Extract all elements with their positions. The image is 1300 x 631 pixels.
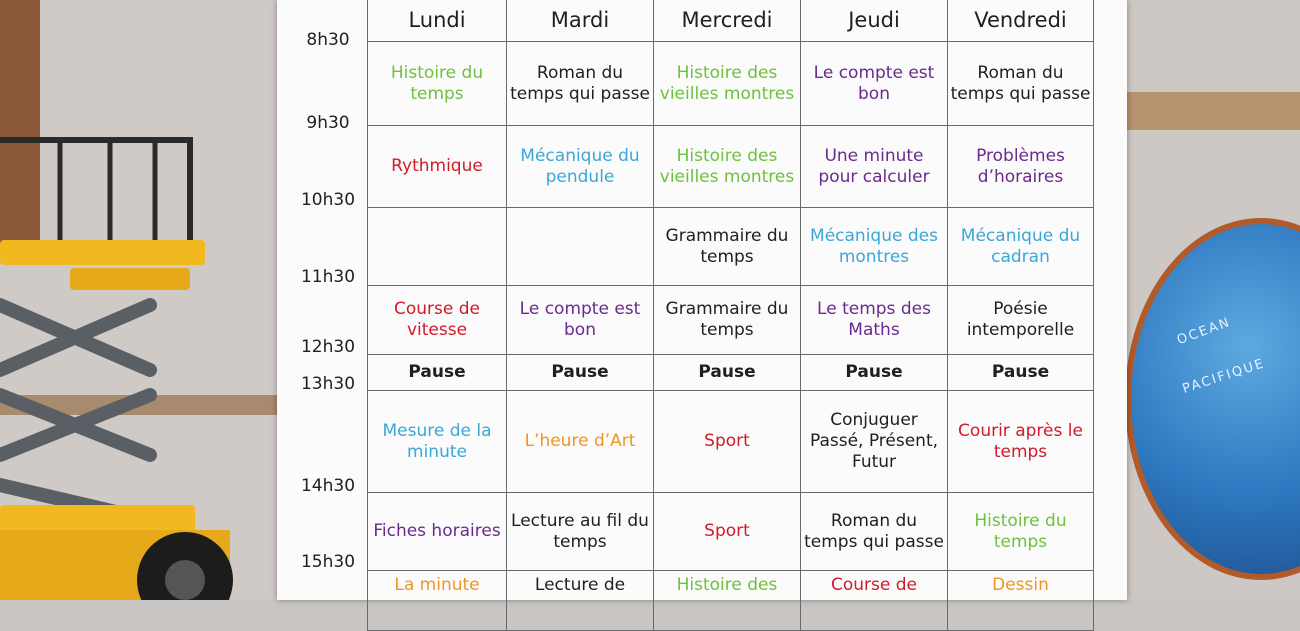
day-header: Vendredi xyxy=(948,0,1094,42)
lesson-cell: Problèmes d’horaires xyxy=(948,126,1094,208)
timetable-row xyxy=(368,286,1094,355)
lesson-cell: Grammaire du temps xyxy=(654,286,801,355)
wooden-clock-side xyxy=(0,0,40,250)
empty-slot xyxy=(368,208,507,286)
lesson-cell: Sport xyxy=(654,391,801,493)
scissor-lift-illustration xyxy=(0,0,280,600)
timetable-row xyxy=(368,42,1094,126)
lesson-cell: Mécanique du cadran xyxy=(948,208,1094,286)
day-header-row xyxy=(368,0,1094,42)
time-label: 10h30 xyxy=(300,190,356,210)
empty-slot xyxy=(507,208,654,286)
time-label: 11h30 xyxy=(300,267,356,287)
time-label: 14h30 xyxy=(300,476,356,496)
weekly-timetable xyxy=(367,0,1094,631)
timetable-row xyxy=(368,208,1094,286)
lesson-cell: Rythmique xyxy=(368,126,507,208)
lesson-cell: Roman du temps qui passe xyxy=(948,42,1094,126)
lesson-cell: Lecture de xyxy=(507,571,654,631)
lesson-cell: Mécanique des montres xyxy=(801,208,948,286)
lesson-cell: Course de xyxy=(801,571,948,631)
lesson-cell: Conjuguer Passé, Présent, Futur xyxy=(801,391,948,493)
pause-cell: Pause xyxy=(507,355,654,391)
lesson-cell: Sport xyxy=(654,493,801,571)
lift-base xyxy=(0,505,195,533)
right-shelf xyxy=(1125,92,1300,130)
time-label: 9h30 xyxy=(306,113,350,133)
lesson-cell: Le compte est bon xyxy=(507,286,654,355)
timetable-row xyxy=(368,571,1094,631)
lesson-cell: Le temps des Maths xyxy=(801,286,948,355)
lesson-cell: Roman du temps qui passe xyxy=(507,42,654,126)
lesson-cell: Histoire des vieilles montres xyxy=(654,42,801,126)
lesson-cell: Histoire des xyxy=(654,571,801,631)
lesson-cell: Grammaire du temps xyxy=(654,208,801,286)
pause-cell: Pause xyxy=(948,355,1094,391)
lesson-cell: Course de vitesse xyxy=(368,286,507,355)
lesson-cell: Le compte est bon xyxy=(801,42,948,126)
lesson-cell: Fiches horaires xyxy=(368,493,507,571)
pause-cell: Pause xyxy=(368,355,507,391)
lesson-cell: L’heure d’Art xyxy=(507,391,654,493)
lesson-cell: Roman du temps qui passe xyxy=(801,493,948,571)
lesson-cell: La minute xyxy=(368,571,507,631)
day-header: Mardi xyxy=(507,0,654,42)
timetable-row xyxy=(368,126,1094,208)
lift-platform xyxy=(0,240,205,265)
lesson-cell: Mécanique du pendule xyxy=(507,126,654,208)
lesson-cell: Dessin xyxy=(948,571,1094,631)
lesson-cell: Une minute pour calculer xyxy=(801,126,948,208)
lesson-cell: Histoire des vieilles montres xyxy=(654,126,801,208)
pause-cell: Pause xyxy=(801,355,948,391)
lesson-cell: Lecture au fil du temps xyxy=(507,493,654,571)
day-header: Mercredi xyxy=(654,0,801,42)
lesson-cell: Histoire du temps xyxy=(368,42,507,126)
timetable-row xyxy=(368,355,1094,391)
lesson-cell: Histoire du temps xyxy=(948,493,1094,571)
time-label: 15h30 xyxy=(300,552,356,572)
time-label: 8h30 xyxy=(306,30,350,50)
pause-cell: Pause xyxy=(654,355,801,391)
globe-label-ocean: OCEAN xyxy=(1175,314,1234,349)
day-header: Lundi xyxy=(368,0,507,42)
time-label: 13h30 xyxy=(300,374,356,394)
lesson-cell: Poésie intemporelle xyxy=(948,286,1094,355)
lift-scissor-arms xyxy=(0,305,150,520)
timetable-row xyxy=(368,391,1094,493)
time-label: 12h30 xyxy=(300,337,356,357)
lesson-cell: Mesure de la minute xyxy=(368,391,507,493)
globe-label-pacifique: PACIFIQUE xyxy=(1180,356,1268,397)
timetable-row xyxy=(368,493,1094,571)
lesson-cell: Courir après le temps xyxy=(948,391,1094,493)
day-header: Jeudi xyxy=(801,0,948,42)
